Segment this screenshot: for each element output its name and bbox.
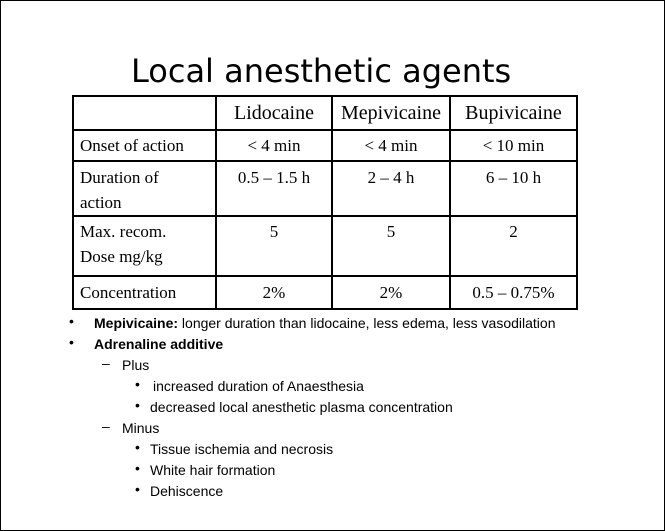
bullet-icon: • (135, 460, 140, 476)
cell-value: 2 – 4 h (332, 161, 450, 216)
bullet-icon: • (69, 334, 74, 350)
row-label-line: Onset of action (80, 136, 184, 155)
row-label-max-dose (73, 216, 216, 276)
anesthetic-agents-table (72, 95, 578, 310)
cell-value: < 10 min (450, 130, 577, 161)
cell-value: 5 (332, 216, 450, 276)
row-label-line: Concentration (80, 283, 177, 302)
header-empty-cell (73, 96, 216, 130)
bullet-icon: • (135, 376, 140, 392)
list-item-plus-2: decreased local anesthetic plasma concentration (150, 399, 453, 415)
list-item-mepivicaine (94, 313, 555, 333)
cell-value: 6 – 10 h (450, 161, 577, 216)
bullet-icon: • (135, 481, 140, 497)
header-lidocaine: Lidocaine (216, 96, 332, 130)
cell-value: 2% (216, 276, 332, 309)
row-label-line: Duration of (80, 168, 159, 187)
cell-value: 5 (216, 216, 332, 276)
mepivicaine-text: longer duration than lidocaine, less edema, less vasodilation (178, 315, 556, 331)
table-header-row (73, 96, 577, 130)
row-label-duration (73, 161, 216, 216)
row-label-concentration (73, 276, 216, 309)
list-item-plus-1: increased duration of Anaesthesia (153, 378, 364, 394)
row-label-line: action (80, 193, 122, 212)
list-item-minus-2: White hair formation (150, 462, 276, 478)
table-row (73, 161, 577, 216)
cell-value: 0.5 – 0.75% (450, 276, 577, 309)
slide-title: Local anesthetic agents (131, 52, 512, 90)
cell-value: < 4 min (332, 130, 450, 161)
cell-value: < 4 min (216, 130, 332, 161)
row-label-line: Max. recom. (80, 222, 167, 241)
adrenaline-heading: Adrenaline additive (94, 336, 224, 352)
bullet-icon: • (69, 313, 74, 329)
bullet-icon: • (135, 439, 140, 455)
cell-value: 2% (332, 276, 450, 309)
row-label-line: Dose mg/kg (80, 247, 163, 266)
list-item-plus: Plus (122, 357, 150, 373)
header-mepivicaine: Mepivicaine (332, 96, 450, 130)
mepivicaine-label: Mepivicaine: (94, 315, 179, 331)
table-row (73, 216, 577, 276)
dash-icon: – (102, 355, 110, 371)
cell-value: 2 (450, 216, 577, 276)
table-row (73, 276, 577, 309)
dash-icon: – (102, 418, 110, 434)
list-item-minus-3: Dehiscence (150, 483, 224, 499)
list-item-minus-1: Tissue ischemia and necrosis (150, 441, 334, 457)
list-item-minus: Minus (122, 420, 160, 436)
list-item-adrenaline (94, 334, 223, 354)
table-row (73, 130, 577, 161)
cell-value: 0.5 – 1.5 h (216, 161, 332, 216)
row-label-onset (73, 130, 216, 161)
bullet-icon: • (135, 397, 140, 413)
header-bupivicaine: Bupivicaine (450, 96, 577, 130)
